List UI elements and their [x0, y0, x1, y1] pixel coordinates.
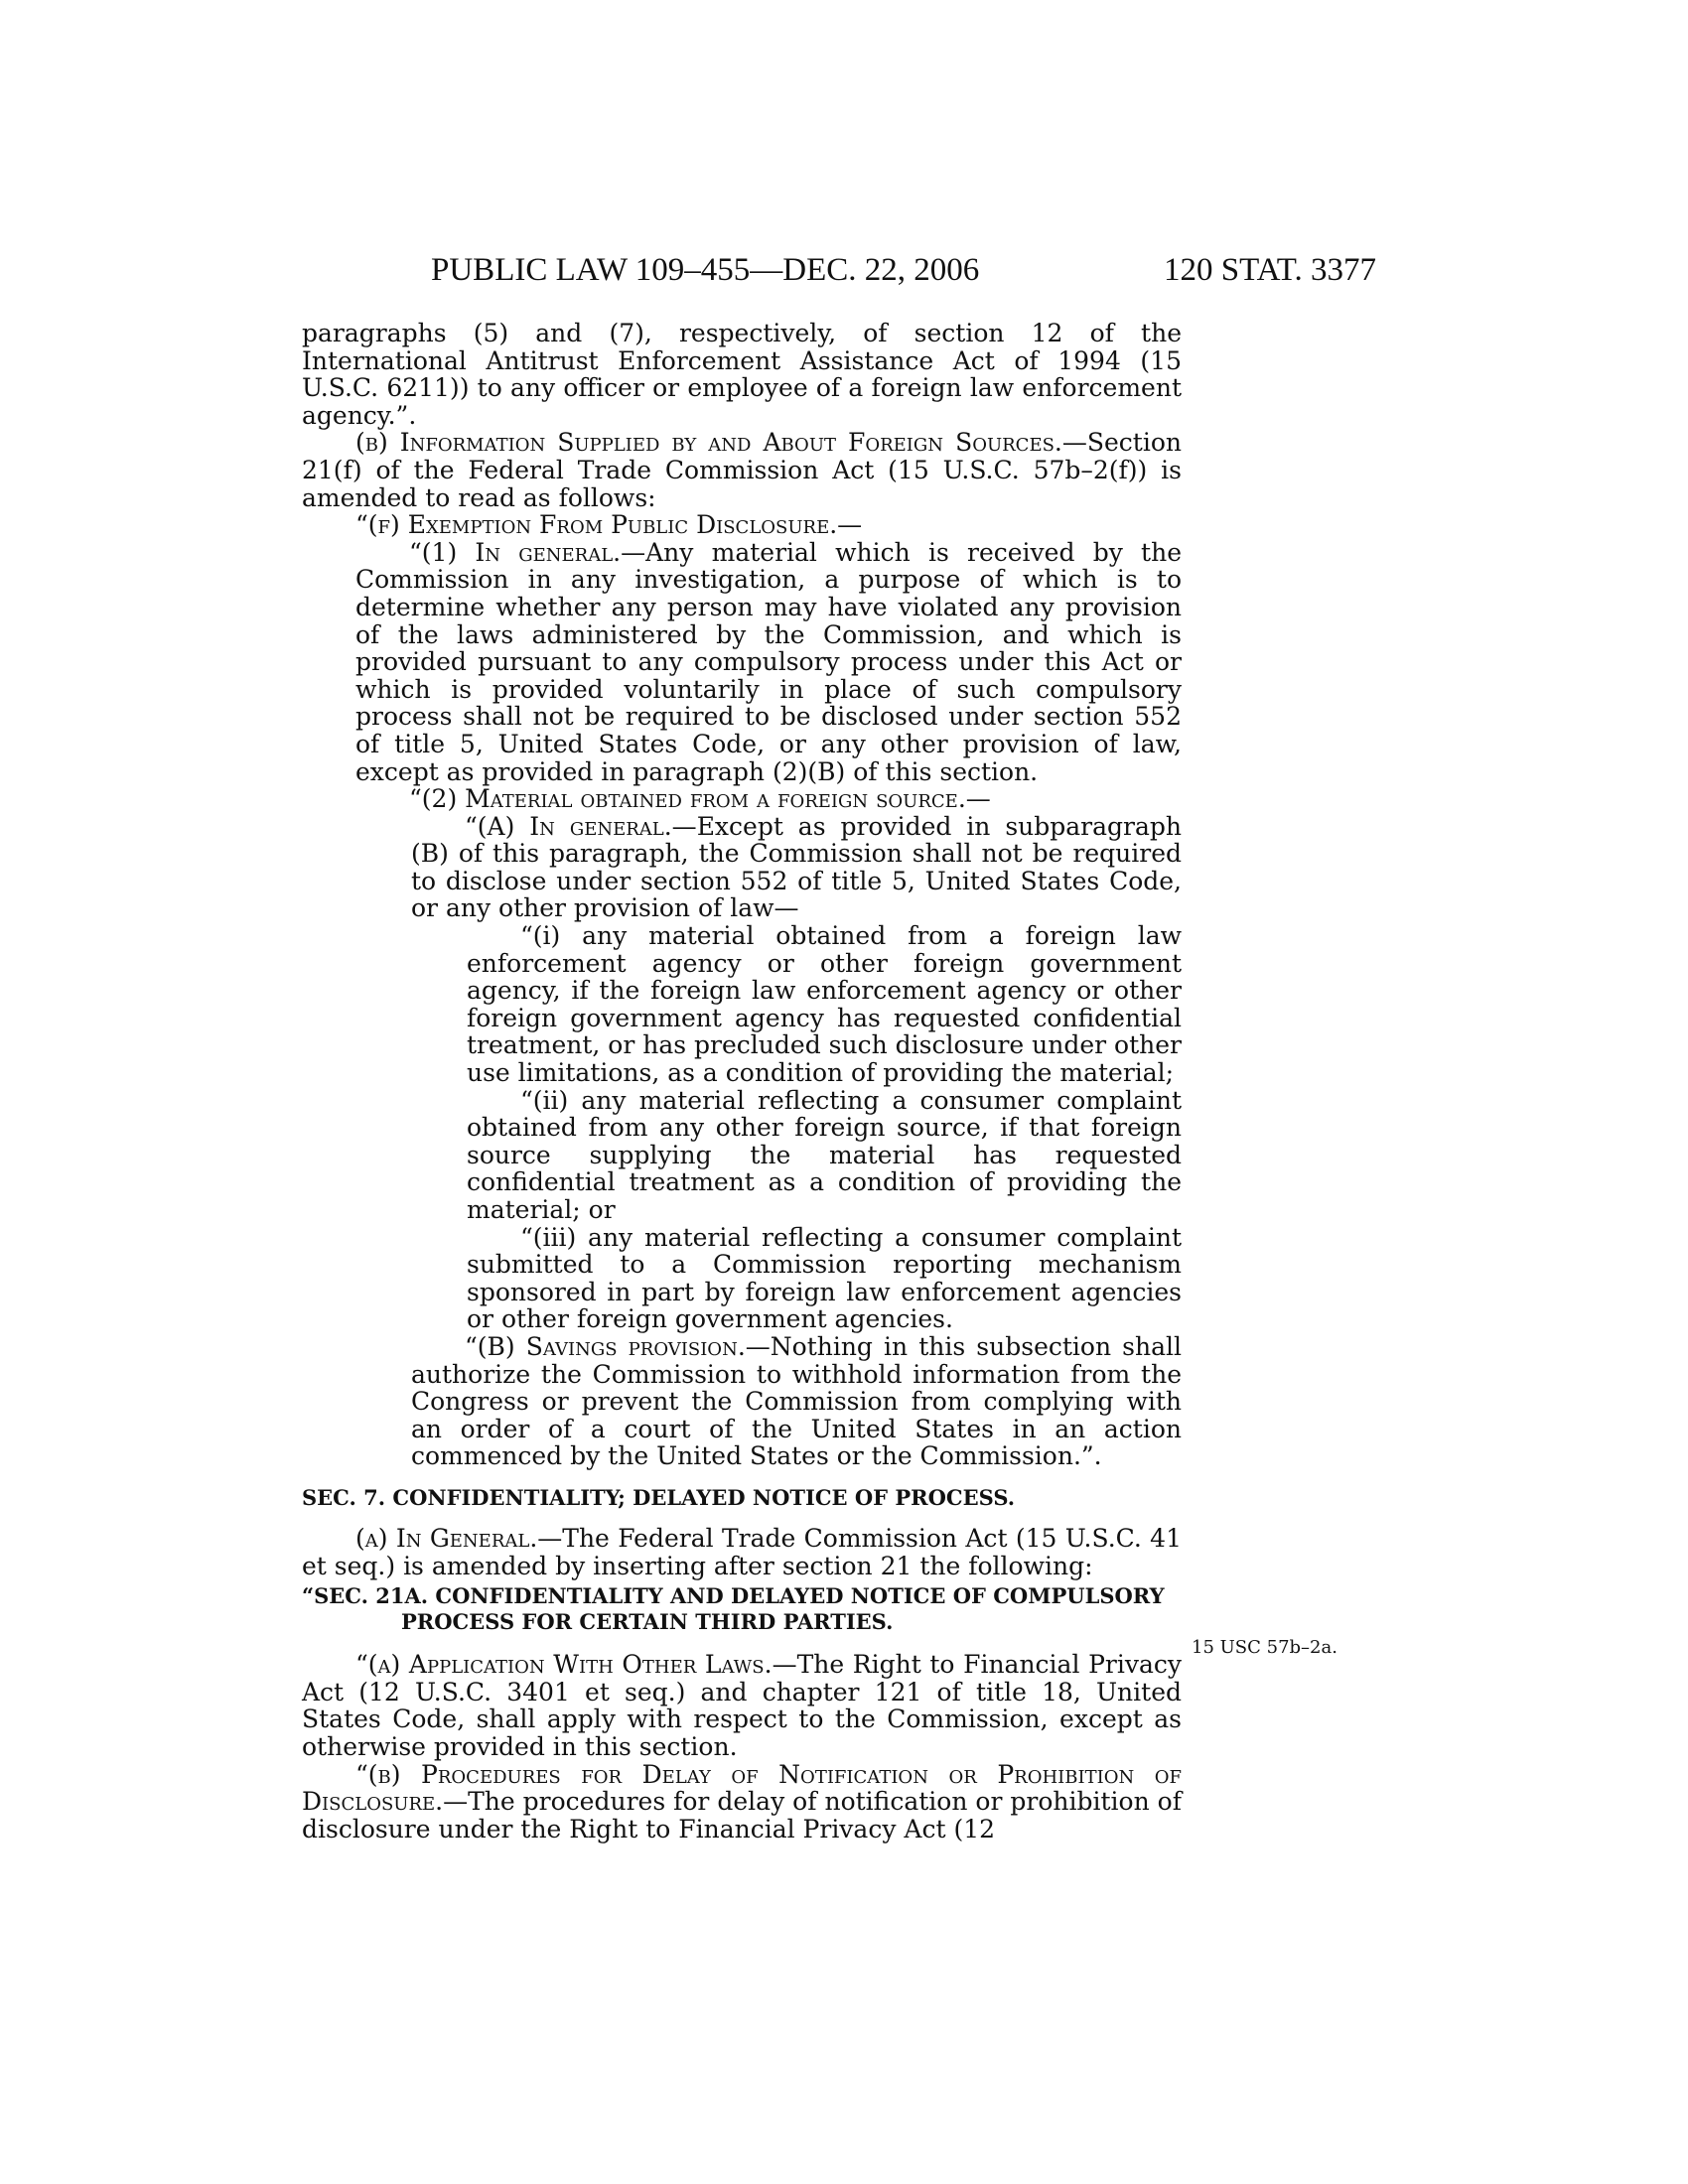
subsection-f-heading [302, 511, 1182, 539]
clause-iii: “(iii) any material reflecting a consumer complaint submitted to a Commission reporting mechanism sponsored in part by foreign law enforcement agencies or other foreign government agencies. [467, 1222, 1182, 1334]
paragraph-f2-heading [302, 785, 1182, 813]
subparagraph-a-label: “(A) In general.— [465, 811, 697, 841]
clause-ii: “(ii) any material reflecting a consumer complaint obtained from any other foreign source, if that foreign source supplying the material has requested confidential treatment as a condition of providing the material; or [467, 1085, 1182, 1224]
paragraph-f1-label: “(1) In general.— [409, 537, 646, 567]
subsection-b-text: Section 21(f) of the Federal Trade Commission Act (15 U.S.C. 57b–2(f)) is amended to read as follows: [302, 428, 1182, 512]
section-7-subsection-a-label: (a) In General.— [355, 1523, 563, 1553]
subparagraph-a [302, 813, 1182, 922]
paragraph-f1-text: Any material which is received by the Commission in any investigation, a purpose of which is to determine whether any person may have violated any provision of the laws administered by the Commission, and which is provided pursuant to any compulsory process under this Act or which is provided voluntarily in place of such compulsory process shall not be required to be disclosed under section 552 of title 5, United States Code, or any other provision of law, except as provided in paragraph (2)(B) of this section. [355, 537, 1182, 786]
section-21a-subsection-b-label: “(b) Procedures for Delay of Notification or Prohibition of Disclosure.— [302, 1759, 1182, 1817]
subparagraph-b-text: Nothing in this subsection shall authorize the Commission to withhold information from the Congress or prevent the Commission from complying with an order of a court of the United States in an action commenced by the United States or the Commission.”. [411, 1331, 1182, 1471]
section-21a-subsection-b [302, 1761, 1182, 1843]
subparagraph-b [302, 1333, 1182, 1470]
section-7-subsection-a [302, 1525, 1182, 1579]
paragraph-f1 [302, 539, 1182, 785]
subparagraph-b-label: “(B) Savings provision.— [465, 1331, 771, 1361]
subsection-b [302, 429, 1182, 511]
stat-page-number: 120 STAT. 3377 [1163, 252, 1376, 288]
section-21a-subsection-a-label: “(a) Application With Other Laws.— [355, 1650, 797, 1680]
paragraph-f2-label: “(2) Material obtained from a foreign source.— [409, 784, 991, 814]
section-21a-subsection-a [302, 1651, 1182, 1760]
section-21a-subsection-b-text: The procedures for delay of notification or prohibition of disclosure under the Right to Financial Privacy Act (12 [302, 1787, 1182, 1843]
paragraph-continuation: paragraphs (5) and (7), respectively, of section 12 of the International Antitrust Enforcement Assistance Act of 1994 (15 U.S.C. 6211)) to any officer or employee of a foreign law enforcement agency.”. [302, 319, 1182, 430]
section-7-subsection-a-text: The Federal Trade Commission Act (15 U.S.C. 41 et seq.) is amended by inserting after section 21 the following: [302, 1523, 1182, 1580]
page-header [302, 248, 1376, 292]
subsection-b-label: (b) Information Supplied by and About Foreign Sources.— [355, 428, 1087, 458]
subparagraph-a-text: Except as provided in subparagraph (B) of this paragraph, the Commission shall not be required to disclose under section 552 of title 5, United States Code, or any other provision of law— [411, 811, 1182, 923]
section-21a-heading [302, 1583, 1182, 1635]
document-body [302, 320, 1182, 1843]
section-21a-heading-line2: PROCESS FOR CERTAIN THIRD PARTIES. [401, 1609, 894, 1635]
public-law-title: PUBLIC LAW 109–455—DEC. 22, 2006 [431, 252, 980, 288]
section-21a-heading-line1: “SEC. 21A. CONFIDENTIALITY AND DELAYED NOTICE OF COMPULSORY [302, 1583, 1165, 1609]
margin-citation-note: 15 USC 57b–2a. [1192, 1637, 1337, 1658]
section-7-heading: SEC. 7. CONFIDENTIALITY; DELAYED NOTICE OF PROCESS. [302, 1484, 1016, 1510]
section-21a-subsection-a-text: The Right to Financial Privacy Act (12 U.S.C. 3401 et seq.) and chapter 121 of title 18, United States Code, shall apply with respect to the Commission, except as otherwise provided in this section. [302, 1650, 1182, 1761]
clause-i: “(i) any material obtained from a foreign law enforcement agency or other foreign government agency, if the foreign law enforcement agency or other foreign government agency has requested confidential treatment, or has precluded such disclosure under other use limitations, as a condition of providing the material; [467, 921, 1182, 1088]
subsection-f-label: “(f) Exemption From Public Disclosure.— [355, 510, 863, 540]
